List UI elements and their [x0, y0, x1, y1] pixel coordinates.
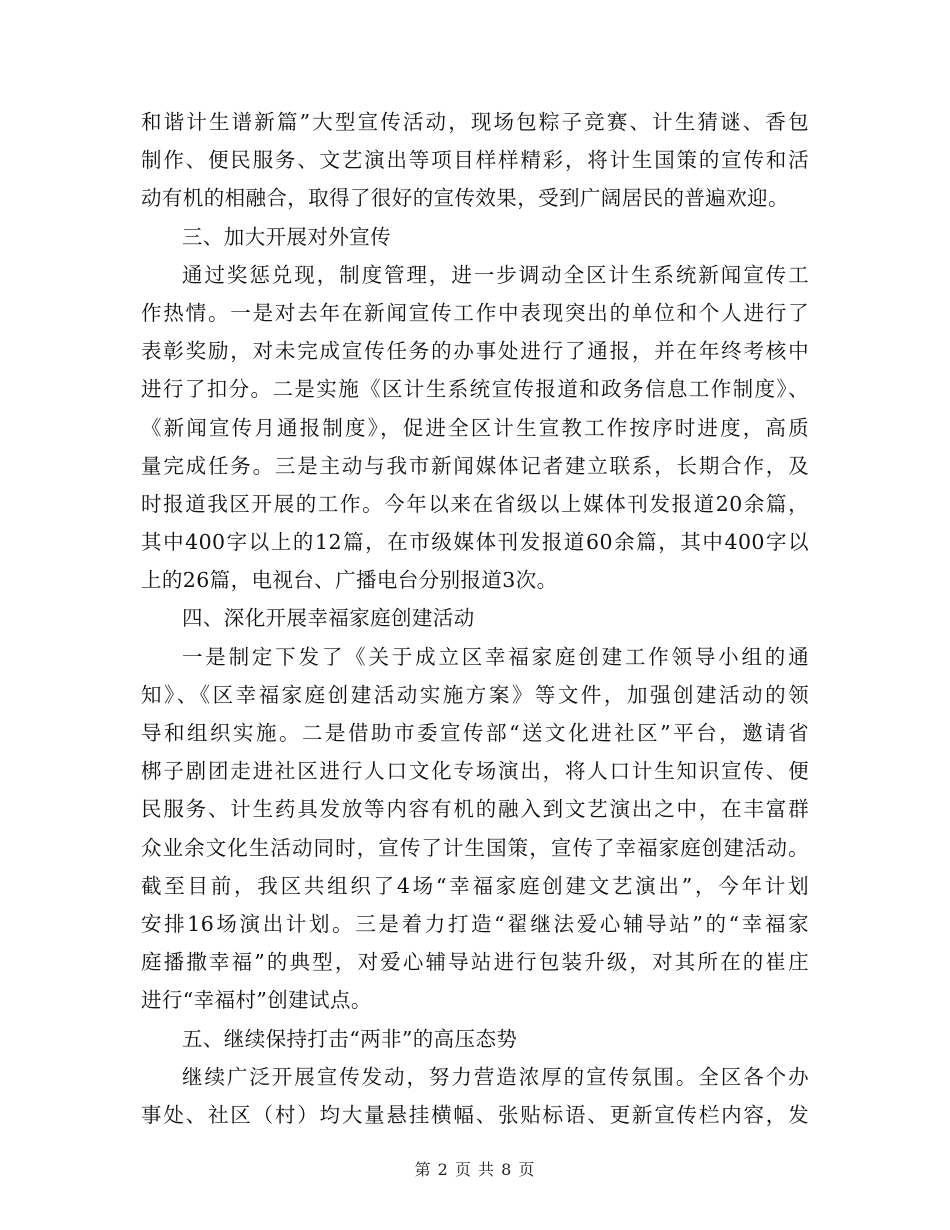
text-line: 上的26篇，电视台、广播电台分别报道3次。 [141, 568, 558, 593]
text-line: 量完成任务。三是主动与我市新闻媒体记者建立联系，长期合作，及 [141, 453, 809, 478]
section-heading [141, 599, 809, 637]
text-line: 进行了扣分。二是实施《区计生系统宣传报道和政务信息工作制度》、 [141, 377, 809, 402]
section-heading-text: 五、继续保持打击“两非”的高压态势 [182, 1026, 518, 1051]
text-line: 通过奖惩兑现，制度管理，进一步调动全区计生系统新闻宣传工 [182, 262, 809, 287]
text-line: 安排16场演出计划。三是着力打造“翟继法爱心辅导站”的“幸福家 [141, 911, 809, 936]
section-heading [141, 218, 809, 256]
section-heading [141, 1020, 809, 1058]
paragraph [141, 1058, 809, 1134]
paragraph [141, 103, 809, 218]
text-line: 众业余文化生活动同时，宣传了计生国策，宣传了幸福家庭创建活动。 [141, 835, 809, 860]
text-line: 时报道我区开展的工作。今年以来在省级以上媒体刊发报道20余篇， [141, 491, 809, 516]
text-line: 其中400字以上的12篇，在市级媒体刊发报道60余篇，其中400字以 [141, 530, 809, 555]
text-line: 事处、社区（村）均大量悬挂横幅、张贴标语、更新宣传栏内容，发 [141, 1102, 809, 1127]
text-line: 梆子剧团走进社区进行人口文化专场演出，将人口计生知识宣传、便 [141, 759, 809, 784]
text-line: 进行“幸福村”创建试点。 [141, 988, 372, 1013]
text-line: 和谐计生谱新篇”大型宣传活动，现场包粽子竞赛、计生猜谜、香包 [141, 110, 809, 134]
section-heading-text: 三、加大开展对外宣传 [182, 224, 391, 249]
text-line: 作热情。一是对去年在新闻宣传工作中表现突出的单位和个人进行了 [141, 300, 809, 325]
text-line: 一是制定下发了《关于成立区幸福家庭创建工作领导小组的通 [182, 644, 809, 669]
text-line: 表彰奖励，对未完成宣传任务的办事处进行了通报，并在年终考核中 [141, 339, 809, 364]
document-body [141, 103, 809, 1134]
paragraph [141, 256, 809, 600]
text-line: 制作、便民服务、文艺演出等项目样样精彩，将计生国策的宣传和活 [141, 148, 809, 173]
text-line: 庭播撒幸福”的典型，对爱心辅导站进行包装升级，对其所在的崔庄 [141, 950, 809, 975]
text-line: 截至目前，我区共组织了4场“幸福家庭创建文艺演出”，今年计划 [141, 873, 809, 898]
section-heading-text: 四、深化开展幸福家庭创建活动 [182, 606, 475, 631]
paragraph [141, 638, 809, 1020]
text-line: 知》、《区幸福家庭创建活动实施方案》等文件，加强创建活动的领 [141, 682, 809, 707]
text-line: 民服务、计生药具发放等内容有机的融入到文艺演出之中，在丰富群 [141, 797, 809, 822]
text-line: 继续广泛开展宣传发动，努力营造浓厚的宣传氛围。全区各个办 [182, 1064, 809, 1089]
text-line: 《新闻宣传月通报制度》，促进全区计生宣教工作按序时进度，高质 [141, 415, 809, 440]
text-line: 导和组织实施。二是借助市委宣传部“送文化进社区”平台，邀请省 [141, 721, 809, 745]
text-line: 动有机的相融合，取得了很好的宣传效果，受到广阔居民的普遍欢迎。 [141, 186, 789, 211]
page-number-footer: 第 2 页 共 8 页 [414, 1160, 536, 1179]
